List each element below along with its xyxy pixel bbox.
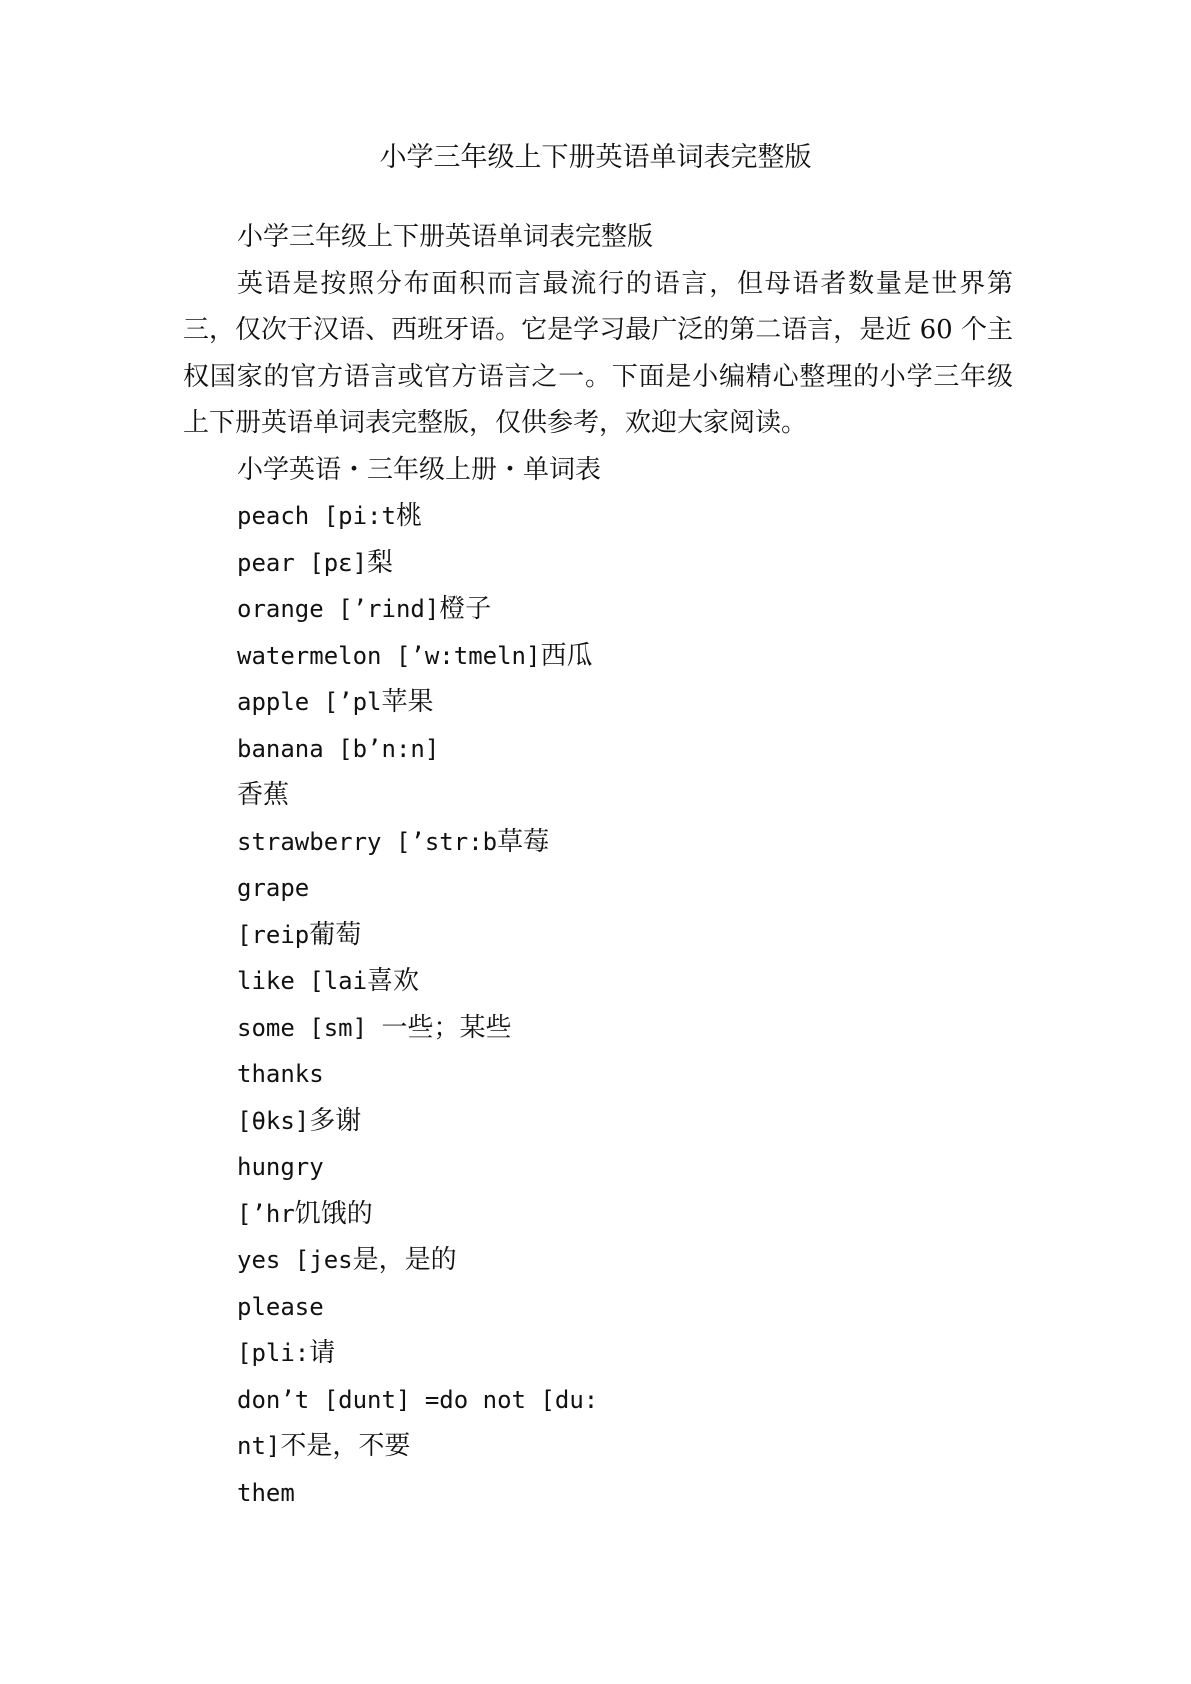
vocab-entry bbox=[183, 958, 1013, 1005]
vocab-chinese: 苹果 bbox=[381, 687, 434, 717]
vocab-chinese: 喜欢 bbox=[367, 966, 420, 996]
vocab-chinese: 葡萄 bbox=[309, 919, 362, 950]
vocab-entry bbox=[183, 1237, 1013, 1284]
vocab-entry bbox=[183, 1051, 1013, 1098]
vocab-chinese: 草莓 bbox=[497, 826, 550, 857]
vocab-english: orange [’rind] bbox=[237, 595, 440, 623]
vocab-english: like [lai bbox=[237, 967, 368, 995]
vocab-entry bbox=[183, 1330, 1013, 1377]
vocab-english: peach [pi:t bbox=[237, 502, 396, 530]
vocab-chinese: 不是，不要 bbox=[280, 1431, 411, 1461]
vocab-entry bbox=[183, 1005, 1013, 1052]
vocab-entry bbox=[183, 1423, 1013, 1470]
vocab-entry bbox=[183, 1377, 1013, 1424]
vocab-english: apple [’pl bbox=[237, 688, 382, 716]
vocab-entry bbox=[183, 1470, 1013, 1517]
vocab-entry bbox=[183, 726, 1013, 773]
vocab-entry bbox=[183, 633, 1013, 680]
vocab-entry bbox=[183, 679, 1013, 726]
vocab-chinese: 饥饿的 bbox=[294, 1198, 373, 1229]
vocab-chinese: 西瓜 bbox=[540, 640, 593, 671]
vocabulary-list bbox=[183, 493, 1013, 1516]
vocab-english: strawberry [’str:b bbox=[237, 827, 498, 856]
document-title: 小学三年级上下册英语单词表完整版 bbox=[379, 142, 812, 173]
vocab-english: please bbox=[237, 1292, 324, 1321]
vocab-chinese: 梨 bbox=[367, 547, 394, 578]
vocab-entry bbox=[183, 1284, 1013, 1331]
vocab-english: banana [b’n:n] bbox=[237, 734, 440, 763]
vocab-entry bbox=[183, 1191, 1013, 1238]
vocab-english: don’t [dunt] =do not [du: bbox=[237, 1385, 599, 1414]
subtitle: 小学三年级上下册英语单词表完整版 bbox=[237, 222, 654, 252]
vocab-entry bbox=[183, 493, 1013, 540]
vocab-chinese: 橙子 bbox=[439, 594, 492, 624]
vocab-chinese: 多谢 bbox=[309, 1105, 362, 1136]
vocab-english: them bbox=[237, 1478, 295, 1507]
vocab-entry bbox=[183, 586, 1013, 633]
vocab-chinese: 一些；某些 bbox=[381, 1012, 512, 1043]
vocab-english: pear [pɛ] bbox=[237, 548, 368, 577]
vocab-chinese: 桃 bbox=[395, 501, 422, 531]
vocab-entry bbox=[183, 1098, 1013, 1145]
vocab-english: some [sm] bbox=[237, 1013, 382, 1042]
vocab-entry bbox=[183, 865, 1013, 912]
vocab-english: [pli: bbox=[237, 1339, 310, 1367]
vocab-english: [θks] bbox=[237, 1106, 310, 1135]
intro-paragraph: 英语是按照分布面积而言最流行的语言，但母语者数量是世界第三，仅次于汉语、西班牙语。它是学习最广泛的第二语言，是近 60 个主权国家的官方语言或官方语言之一。下面是小编精心整理的小学三年级上下册英语单词表完整版，仅供参考，欢迎大家阅读。 bbox=[183, 268, 1013, 438]
vocab-english: watermelon [’w:tmeln] bbox=[237, 641, 541, 670]
vocab-entry bbox=[183, 819, 1013, 866]
vocab-chinese: 是，是的 bbox=[352, 1245, 457, 1275]
vocab-entry bbox=[183, 1144, 1013, 1191]
vocab-english: thanks bbox=[237, 1060, 324, 1088]
section-heading: 小学英语・三年级上册・单词表 bbox=[237, 454, 602, 485]
vocab-english: hungry bbox=[237, 1153, 324, 1181]
vocab-entry bbox=[183, 912, 1013, 959]
vocab-english: nt] bbox=[237, 1432, 281, 1460]
vocab-entry bbox=[183, 772, 1013, 819]
vocab-chinese: 香蕉 bbox=[237, 780, 290, 810]
vocab-english: grape bbox=[237, 874, 310, 902]
document-body bbox=[183, 214, 1013, 1516]
vocab-english: yes [jes bbox=[237, 1246, 353, 1274]
vocab-english: [’hr bbox=[237, 1199, 295, 1228]
vocab-entry bbox=[183, 540, 1013, 587]
vocab-chinese: 请 bbox=[309, 1338, 336, 1368]
vocab-english: [reip bbox=[237, 920, 310, 949]
